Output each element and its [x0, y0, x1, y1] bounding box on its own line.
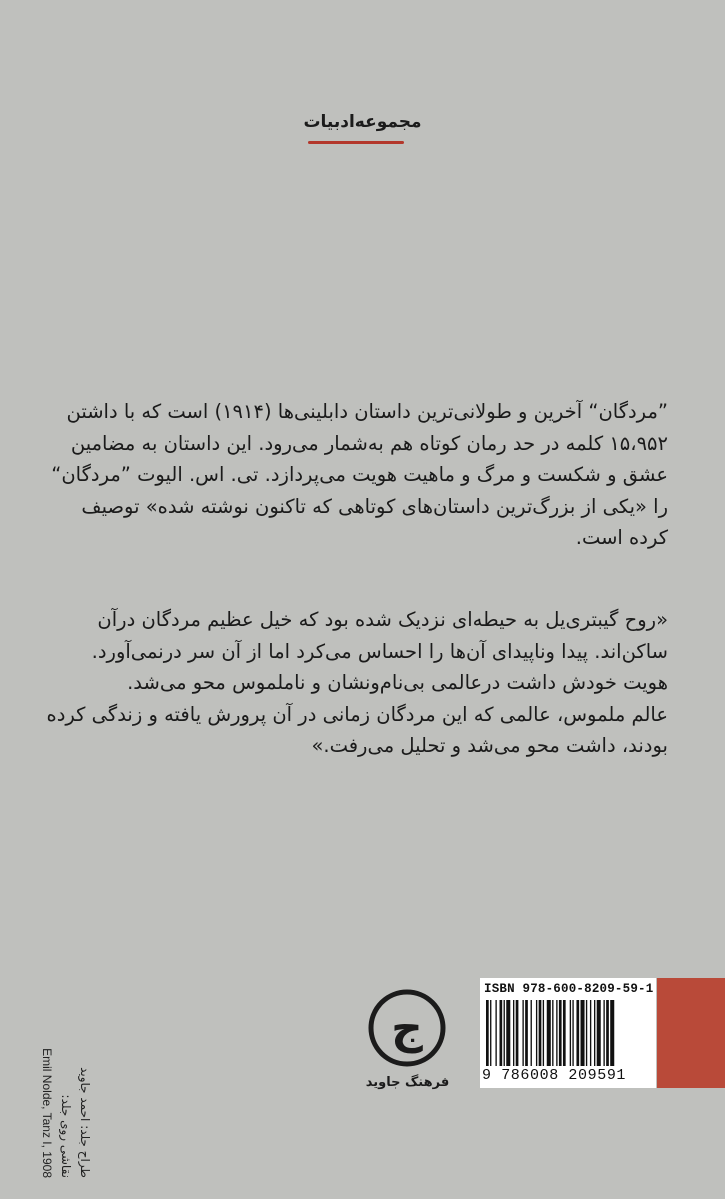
barcode-digits: 9 786008 209591 — [482, 1067, 627, 1084]
barcode-bar — [525, 1000, 528, 1066]
description-line: را «یکی از بزرگ‌ترین داستان‌های کوتاهی که تاکنون نوشته شده» توصیف — [81, 494, 668, 518]
barcode-bar — [522, 1000, 523, 1066]
cover-painting-label: نقاشی روی جلد: — [59, 1094, 73, 1178]
barcode-bar — [586, 1000, 587, 1066]
barcode-bar — [536, 1000, 537, 1066]
publisher-logo-icon — [367, 987, 447, 1069]
quote-line: ساکن‌اند. پیدا وناپیدای آن‌ها را احساس می‌کرد اما از آن سر درنمی‌آورد. — [91, 639, 668, 663]
barcode-bar — [516, 1000, 519, 1066]
barcode-bar — [506, 1000, 510, 1066]
barcode-bar — [603, 1000, 604, 1066]
series-title: مجموعه‌ادبیات — [303, 112, 422, 132]
quote-paragraph — [46, 604, 668, 762]
barcode-bar — [513, 1000, 514, 1066]
barcode-bar — [539, 1000, 542, 1066]
barcode-bar — [590, 1000, 591, 1066]
barcode-bar — [500, 1000, 503, 1066]
quote-line: «روح گیبتری‌یل به حیطه‌ای نزدیک شده بود که خیل عظیم مردگان درآن — [97, 608, 668, 631]
description-line: ”مردگان“ آخرین و طولانی‌ترین داستان دابلینی‌ها (۱۹۱۴) است که با داشتن — [66, 400, 668, 423]
description-line: کرده است. — [575, 526, 668, 549]
barcode-bar — [570, 1000, 571, 1066]
cover-designer-credit: طراح جلد: احمد جاوید — [78, 1067, 92, 1178]
red-accent-block — [657, 978, 725, 1088]
barcode-bar — [581, 1000, 585, 1066]
barcode-bar — [559, 1000, 562, 1066]
description-line: عشق و شکست و مرگ و ماهیت هویت می‌پردازد. تی. اس. الیوت ”مردگان“ — [51, 463, 668, 486]
description-paragraph — [51, 396, 668, 554]
publisher-name: فرهنگ جاوید — [365, 1075, 450, 1090]
description-line: ۱۵،۹۵۲ کلمه در حد رمان کوتاه هم به‌شمار می‌رود. این داستان به مضامین — [70, 431, 668, 455]
barcode-bar — [504, 1000, 505, 1066]
publisher-logo-letter: ج — [391, 1003, 423, 1054]
publisher-logo — [367, 987, 447, 1073]
series-title-underline — [308, 141, 404, 144]
quote-line: عالم ملموس، عالمی که این مردگان زمانی در آن پرورش یافته و زندگی کرده — [46, 702, 668, 726]
barcode-bar — [576, 1000, 579, 1066]
barcode-bar — [543, 1000, 544, 1066]
barcode-bar — [563, 1000, 566, 1066]
barcode-bar — [572, 1000, 573, 1066]
barcode-bar — [486, 1000, 489, 1066]
isbn-label: ISBN 978-600-8209-59-1 — [484, 982, 654, 996]
barcode-bars — [484, 1000, 652, 1068]
barcode-bar — [552, 1000, 553, 1066]
barcode-bar — [495, 1000, 496, 1066]
quote-line: هویت خودش داشت درعالمی بی‌نام‌ونشان و ناملموس محو می‌شد. — [127, 671, 668, 694]
barcode-bar — [547, 1000, 551, 1066]
barcode-bar — [556, 1000, 557, 1066]
barcode-box — [480, 978, 656, 1088]
barcode-bar — [531, 1000, 532, 1066]
cover-credits — [14, 968, 94, 1178]
barcode-bar — [594, 1000, 595, 1066]
barcode-bar — [490, 1000, 491, 1066]
quote-line: بودند، داشت محو می‌شد و تحلیل می‌رفت.» — [311, 734, 668, 757]
cover-painting-credit: Emil Nolde, Tanz I, 1908 — [40, 1048, 54, 1178]
barcode-bar — [610, 1000, 614, 1066]
barcode-bar — [606, 1000, 609, 1066]
barcode-bar — [597, 1000, 601, 1066]
